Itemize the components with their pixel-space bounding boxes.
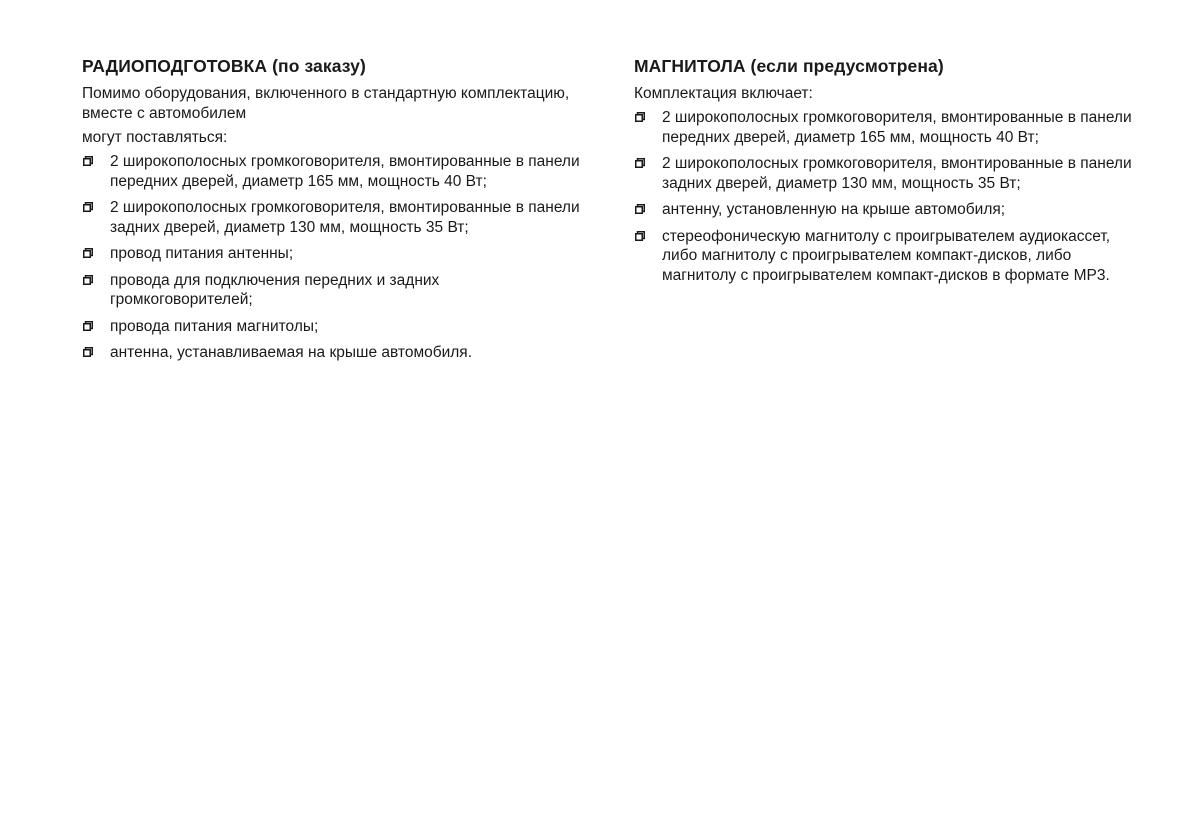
list-item xyxy=(82,317,582,337)
checkbox-bullet-icon xyxy=(635,158,645,168)
list-item-text: 2 широкополосных громкоговорителя, вмонтированные в панели задних дверей, диаметр 130 мм, мощность 35 Вт; xyxy=(110,199,580,236)
list-item-text: 2 широкополосных громкоговорителя, вмонтированные в панели задних дверей, диаметр 130 мм, мощность 35 Вт; xyxy=(662,155,1132,192)
intro-paragraph-continued: могут поставляться: xyxy=(82,129,228,146)
list-item xyxy=(82,271,582,310)
list-item xyxy=(82,343,582,363)
left-column xyxy=(82,54,582,370)
list-item xyxy=(634,108,1134,147)
list-item-text: провода питания магнитолы; xyxy=(110,317,319,335)
intro-paragraph: Помимо оборудования, включенного в стандартную комплектацию, вместе с автомобилем xyxy=(82,85,570,122)
list-item-text: 2 широкополосных громкоговорителя, вмонтированные в панели передних дверей, диаметр 165 мм, мощность 40 Вт; xyxy=(110,153,580,190)
list-item-text: провод питания антенны; xyxy=(110,245,294,262)
list-item-text: 2 широкополосных громкоговорителя, вмонтированные в панели передних дверей, диаметр 165 мм, мощность 40 Вт; xyxy=(662,109,1132,146)
list-item-text: стереофоническую магнитолу с проигрывателем аудиокассет, либо магнитолу с проигрывателем компакт-дисков, либо магнитолу с проигрывателем компакт-дисков в формате MP3. xyxy=(662,227,1111,284)
checkbox-bullet-icon xyxy=(83,321,93,331)
list-item-text: провода для подключения передних и задних громкоговорителей; xyxy=(110,271,440,308)
checkbox-bullet-icon xyxy=(83,275,93,285)
list-item xyxy=(634,200,1134,220)
checkbox-bullet-icon xyxy=(83,156,93,166)
section-title-radio-prep: РАДИОПОДГОТОВКА (по заказу) xyxy=(82,56,366,76)
list-item-text: антенна, устанавливаемая на крыше автомобиля. xyxy=(110,344,472,361)
checkbox-bullet-icon xyxy=(635,112,645,122)
list-item xyxy=(634,154,1134,193)
checkbox-bullet-icon xyxy=(635,231,645,241)
list-item xyxy=(82,244,582,264)
checkbox-bullet-icon xyxy=(83,347,93,357)
list-item xyxy=(634,227,1134,286)
checkbox-bullet-icon xyxy=(83,248,93,258)
right-column xyxy=(634,54,1134,292)
list-item-text: антенну, установленную на крыше автомобиля; xyxy=(662,201,1006,218)
checkbox-bullet-icon xyxy=(83,202,93,212)
list-item xyxy=(82,198,582,237)
intro-paragraph: Комплектация включает: xyxy=(634,85,813,102)
equipment-list xyxy=(82,152,582,363)
section-title-radio: МАГНИТОЛА (если предусмотрена) xyxy=(634,56,944,76)
list-item xyxy=(82,152,582,191)
checkbox-bullet-icon xyxy=(635,204,645,214)
equipment-list xyxy=(634,108,1134,285)
